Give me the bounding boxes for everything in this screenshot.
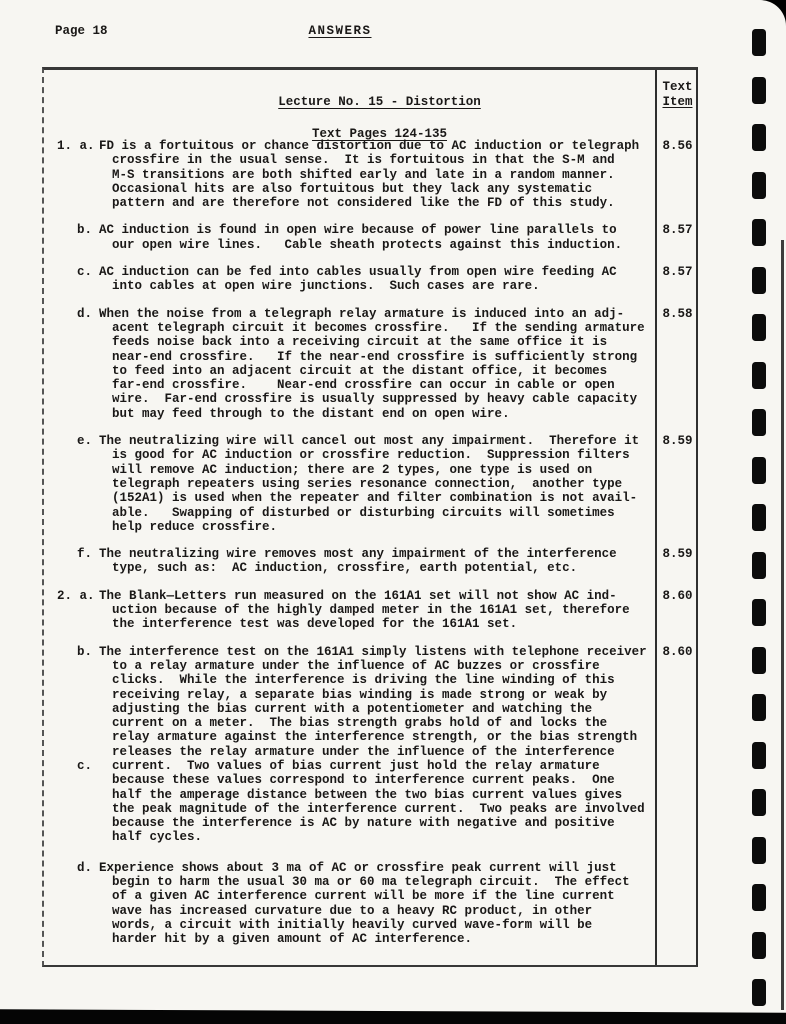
answer-text <box>99 139 700 210</box>
answer-text-line: Experience shows about 3 ma of AC or crossfire peak current will just <box>99 860 617 875</box>
answer-marker: d. <box>77 306 93 321</box>
text-item-header-line1: Text <box>662 80 693 94</box>
answer-text <box>99 645 700 759</box>
answer-text-line: into cables at open wire junctions. Such cases are rare. <box>112 279 540 294</box>
answer-marker: f. <box>77 547 93 562</box>
answer-item <box>44 547 700 576</box>
answer-text-line: to feed into an adjacent circuit at the distant office, it becomes <box>112 363 608 378</box>
answer-item <box>44 434 700 534</box>
answer-item <box>44 861 700 947</box>
binding-hole <box>752 979 766 1006</box>
binding-hole <box>752 77 766 104</box>
binding-hole <box>752 884 766 911</box>
binding-hole <box>752 124 766 151</box>
answer-text-line: far-end crossfire. Near-end crossfire can occur in cable or open <box>112 378 615 393</box>
answer-marker: d. <box>77 860 93 875</box>
answer-text-line: crossfire in the usual sense. It is fortuitous in that the S-M and <box>112 153 615 168</box>
answer-text-line: pattern and are therefore not considered like the FD of this study. <box>112 196 615 211</box>
binding-hole <box>752 504 766 531</box>
answer-text-line: of a given AC interference current will be more if the line current <box>112 889 615 904</box>
answer-item <box>44 265 700 294</box>
answer-text-line: current on a meter. The bias strength grabs hold of and locks the <box>112 716 608 731</box>
answer-text-line: to a relay armature under the influence of AC buzzes or crossfire <box>112 658 600 673</box>
answer-text-line: our open wire lines. Cable sheath protects against this induction. <box>112 237 623 252</box>
scan-edge-line <box>781 240 784 1010</box>
binding-hole <box>752 599 766 626</box>
binding-hole <box>752 789 766 816</box>
text-item-value: 8.60 <box>662 588 693 603</box>
text-item-value: 8.57 <box>662 265 693 280</box>
answer-text-line: receiving relay, a separate bias winding is made strong or weak by <box>112 687 608 702</box>
binding-hole <box>752 742 766 769</box>
answer-text <box>99 265 700 294</box>
answer-text-line: When the noise from a telegraph relay armature is induced into an adj- <box>99 306 625 321</box>
answer-text-line: current. Two values of bias current just hold the relay armature <box>112 758 600 773</box>
answer-text-line: the peak magnitude of the interference current. Two peaks are involved <box>112 801 645 816</box>
answer-item <box>44 139 700 210</box>
binding-hole <box>752 409 766 436</box>
answer-text-line: wave has increased curvature due to a heavy RC product, in other <box>112 903 593 918</box>
binding-hole <box>752 267 766 294</box>
answer-text-line: telegraph repeaters using series resonance connection, another type <box>112 476 623 491</box>
answer-text-line: uction because of the highly damped meter in the 161A1 set, therefore <box>112 603 630 618</box>
answer-text-line: AC induction can be fed into cables usually from open wire feeding AC <box>99 265 617 280</box>
binding-hole <box>752 314 766 341</box>
binding-hole <box>752 29 766 56</box>
binding-hole <box>752 552 766 579</box>
answer-text-line: help reduce crossfire. <box>112 519 278 534</box>
answer-text-line: will remove AC induction; there are 2 types, one type is used on <box>112 462 593 477</box>
answer-text-line: clicks. While the interference is driving the line winding of this <box>112 673 615 688</box>
answer-text-line: adjusting the bias current with a potentiometer and watching the <box>112 701 593 716</box>
text-item-header-line2: Item <box>662 95 693 109</box>
answer-text-line: near-end crossfire. If the near-end crossfire is sufficiently strong <box>112 349 638 364</box>
text-item-column-header <box>657 80 698 110</box>
answer-text-line: words, a circuit with initially heavily curved wave-form will be <box>112 917 593 932</box>
binding-hole <box>752 362 766 389</box>
answer-text-line: AC induction is found in open wire because of power line parallels to <box>99 223 617 238</box>
text-item-value: 8.59 <box>662 434 693 449</box>
answer-text-line: feeds noise back into a receiving circuit at the same office it is <box>112 335 608 350</box>
answer-text-line: M-S transitions are both shifted early and late in a random manner. <box>112 167 615 182</box>
answer-text-line: The Blank—Letters run measured on the 161A1 set will not show AC ind- <box>99 588 617 603</box>
scan-bottom-bar <box>0 1009 786 1024</box>
answer-item <box>44 645 700 759</box>
text-item-value: 8.58 <box>662 306 693 321</box>
answer-text <box>99 861 700 947</box>
answer-text-line: releases the relay armature under the influence of the interference <box>112 744 615 759</box>
answer-text-line: acent telegraph circuit it becomes crossfire. If the sending armature <box>112 320 645 335</box>
binding-hole <box>752 932 766 959</box>
answers-table <box>42 67 698 967</box>
binding-hole <box>752 457 766 484</box>
answer-text-line: half cycles. <box>112 830 203 845</box>
answer-text-line: FD is a fortuitous or chance distortion due to AC induction or telegraph <box>99 139 640 153</box>
answer-text-line: but may feed through to the distant end on open wire. <box>112 406 510 421</box>
answer-text <box>99 589 700 632</box>
answer-text-line: relay armature against the interference strength, or the bias strength <box>112 730 638 745</box>
answer-text-line: The neutralizing wire removes most any impairment of the interference <box>99 547 617 562</box>
text-item-value: 8.57 <box>662 223 693 238</box>
answer-text <box>99 434 700 534</box>
page-number-label: Page 18 <box>55 24 108 38</box>
answer-item <box>44 759 700 845</box>
answer-text-line: half the amperage distance between the two bias current values gives <box>112 787 623 802</box>
answer-text <box>99 547 700 576</box>
lecture-title: Lecture No. 15 - Distortion <box>278 95 481 109</box>
answer-item <box>44 307 700 421</box>
answer-marker: b. <box>77 223 93 238</box>
answer-text-line: is good for AC induction or crossfire reduction. Suppression filters <box>112 448 630 463</box>
binding-hole <box>752 694 766 721</box>
answer-text-line: type, such as: AC induction, crossfire, earth potential, etc. <box>112 561 578 576</box>
answer-text-line: Occasional hits are also fortuitous but they lack any systematic <box>112 181 593 196</box>
answer-text-line: The neutralizing wire will cancel out most any impairment. Therefore it <box>99 434 640 449</box>
answers-heading: ANSWERS <box>308 24 372 38</box>
binding-hole <box>752 172 766 199</box>
binding-hole <box>752 219 766 246</box>
answer-text <box>99 307 700 421</box>
answer-text-line: (152A1) is used when the repeater and filter combination is not avail- <box>112 491 638 506</box>
answer-text-line: harder hit by a given amount of AC interference. <box>112 932 473 947</box>
answer-marker: e. <box>77 434 93 449</box>
answer-text-line: because these values correspond to interference current peaks. One <box>112 773 615 788</box>
answers-list <box>44 139 700 947</box>
answer-marker: 2. a. <box>57 588 95 603</box>
answer-text-line: The interference test on the 161A1 simply listens with telephone receiver <box>99 644 647 659</box>
text-item-value: 8.60 <box>662 644 693 659</box>
answer-item <box>44 589 700 632</box>
text-pages-subtitle: Text Pages 124-135 <box>311 127 448 141</box>
answer-text <box>99 223 700 252</box>
text-item-value: 8.56 <box>662 139 693 153</box>
answer-text-line: begin to harm the usual 30 ma or 60 ma telegraph circuit. The effect <box>112 875 630 890</box>
answer-marker: 1. a. <box>57 139 95 153</box>
answer-marker: b. <box>77 644 93 659</box>
binding-hole <box>752 647 766 674</box>
binding-hole <box>752 837 766 864</box>
answer-text-line: wire. Far-end crossfire is usually suppressed by heavy cable capacity <box>112 392 638 407</box>
answer-text <box>99 759 700 845</box>
text-item-value: 8.59 <box>662 547 693 562</box>
answer-item <box>44 223 700 252</box>
answer-text-line: able. Swapping of disturbed or disturbing circuits will sometimes <box>112 505 615 520</box>
answer-text-line: the interference test was developed for the 161A1 set. <box>112 617 518 632</box>
answer-text-line: because the interference is AC by nature with negative and positive <box>112 816 615 831</box>
answer-marker: c. <box>77 265 93 280</box>
answer-marker: c. <box>77 758 93 773</box>
